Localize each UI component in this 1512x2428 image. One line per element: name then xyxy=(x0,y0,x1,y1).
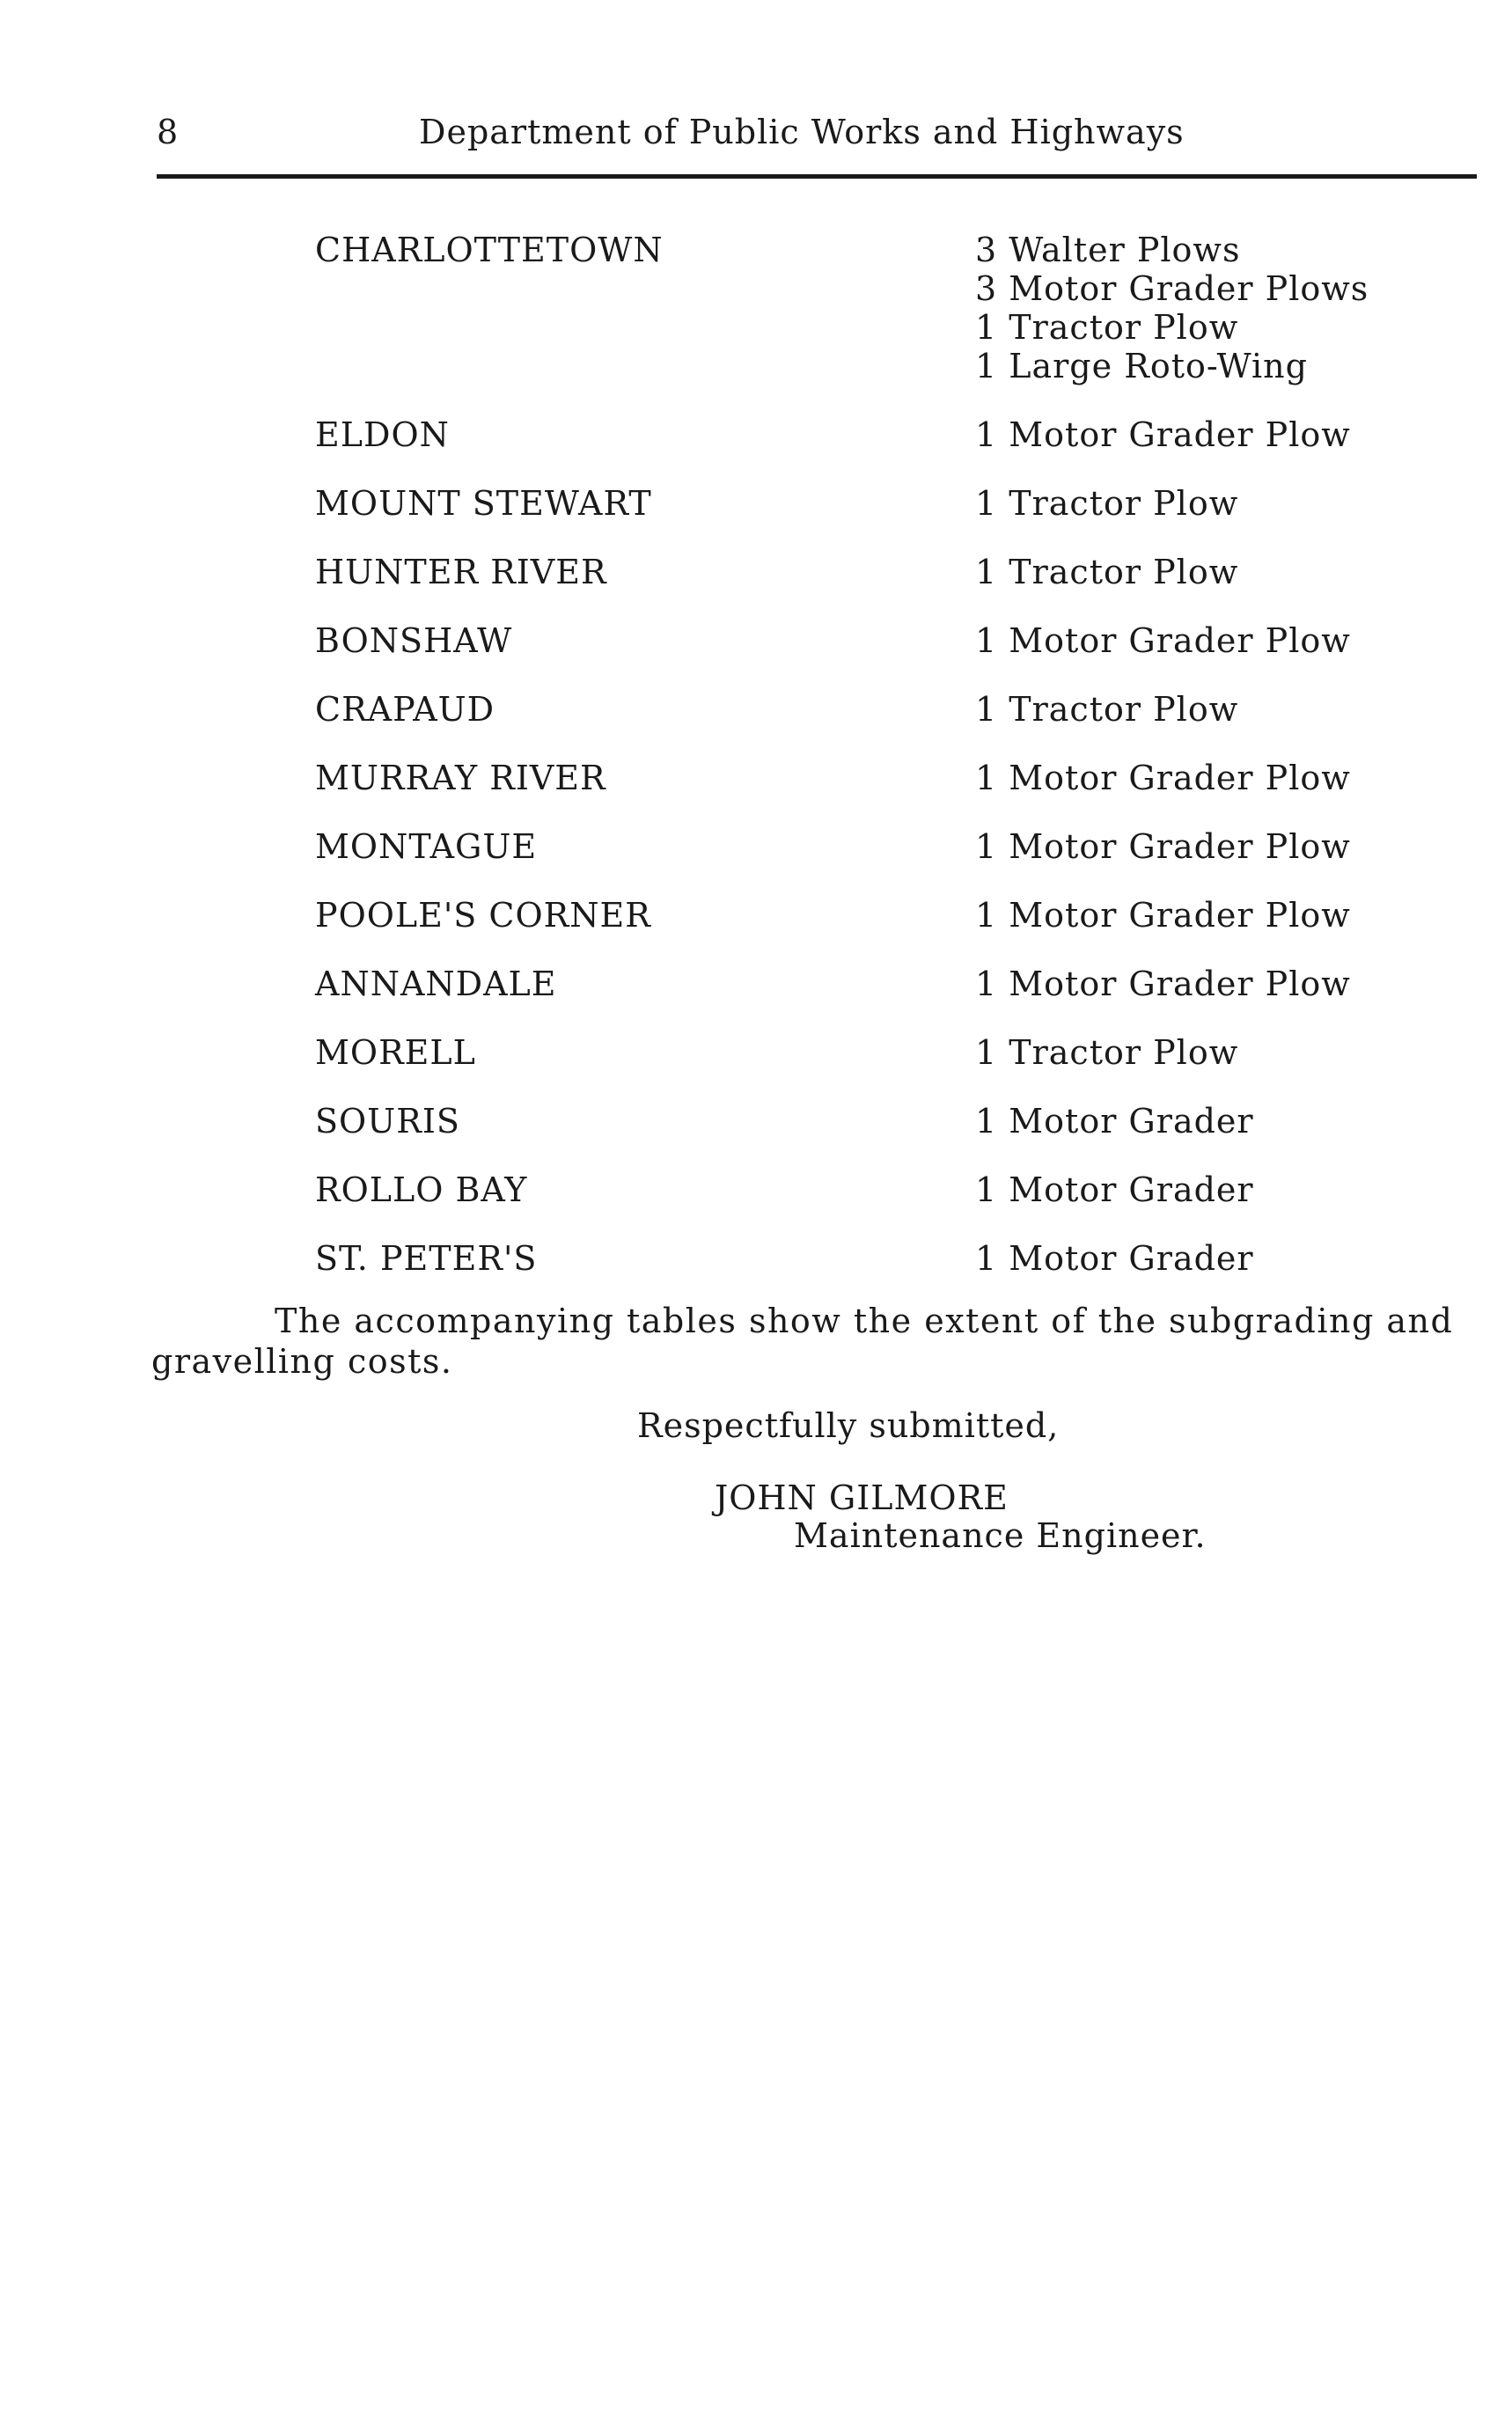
equipment-row xyxy=(315,621,1459,660)
equipment-items xyxy=(975,965,1351,1003)
equipment-item: 1 Tractor Plow xyxy=(975,1033,1239,1072)
closing-line: Respectfully submitted, xyxy=(637,1406,1060,1445)
equipment-items xyxy=(975,759,1351,797)
equipment-item: 3 Walter Plows xyxy=(975,231,1241,269)
equipment-row xyxy=(315,690,1459,729)
equipment-items xyxy=(975,690,1238,729)
location-name: MONTAGUE xyxy=(315,827,538,866)
equipment-item: 1 Large Roto-Wing xyxy=(975,347,1308,385)
location-name: MORELL xyxy=(315,1033,476,1072)
equipment-row xyxy=(315,827,1459,866)
equipment-item: 1 Tractor Plow xyxy=(975,308,1239,347)
equipment-row xyxy=(315,1033,1459,1072)
location-name: ANNANDALE xyxy=(315,965,557,1003)
equipment-items xyxy=(975,1170,1254,1209)
equipment-item: 1 Motor Grader Plow xyxy=(975,415,1351,454)
equipment-row xyxy=(315,759,1459,797)
equipment-row xyxy=(315,415,1459,454)
equipment-items xyxy=(975,1033,1238,1072)
equipment-item: 1 Motor Grader xyxy=(975,1239,1254,1278)
equipment-row xyxy=(315,1170,1459,1209)
equipment-row xyxy=(315,896,1459,935)
equipment-row xyxy=(315,1239,1459,1278)
location-name: MURRAY RIVER xyxy=(315,759,606,797)
equipment-item: 1 Motor Grader Plow xyxy=(975,896,1351,935)
location-name: MOUNT STEWART xyxy=(315,484,652,523)
equipment-row xyxy=(315,553,1459,591)
page-number: 8 xyxy=(157,113,180,151)
equipment-items xyxy=(975,415,1351,454)
location-name: CRAPAUD xyxy=(315,690,495,729)
location-name: POOLE'S CORNER xyxy=(315,896,651,935)
equipment-items xyxy=(975,827,1351,866)
running-title: Department of Public Works and Highways xyxy=(419,113,1185,151)
equipment-items xyxy=(975,1102,1254,1141)
location-name: HUNTER RIVER xyxy=(315,553,607,591)
equipment-items xyxy=(975,553,1238,591)
location-name: SOURIS xyxy=(315,1102,460,1141)
location-name: CHARLOTTETOWN xyxy=(315,231,664,269)
equipment-item: 1 Motor Grader Plow xyxy=(975,621,1351,660)
equipment-item: 1 Tractor Plow xyxy=(975,484,1239,523)
equipment-row xyxy=(315,965,1459,1003)
location-name: ELDON xyxy=(315,415,450,454)
equipment-items xyxy=(975,231,1369,385)
equipment-item: 1 Tractor Plow xyxy=(975,553,1239,591)
body-paragraph: The accompanying tables show the extent of the subgrading and gravelling costs. xyxy=(151,1302,1454,1381)
equipment-item: 1 Motor Grader xyxy=(975,1170,1254,1209)
equipment-item: 3 Motor Grader Plows xyxy=(975,269,1369,308)
location-name: BONSHAW xyxy=(315,621,513,660)
equipment-item: 1 Motor Grader Plow xyxy=(975,965,1351,1003)
equipment-list xyxy=(315,231,1459,1308)
equipment-item: 1 Motor Grader Plow xyxy=(975,827,1351,866)
signer-title: Maintenance Engineer. xyxy=(794,1516,1207,1555)
header-rule xyxy=(157,174,1477,179)
location-name: ST. PETER'S xyxy=(315,1239,538,1278)
equipment-item: 1 Motor Grader xyxy=(975,1102,1254,1141)
equipment-row xyxy=(315,1102,1459,1141)
equipment-item: 1 Tractor Plow xyxy=(975,690,1239,729)
equipment-items xyxy=(975,484,1238,523)
signer-name: JOHN GILMORE xyxy=(715,1478,1009,1517)
equipment-items xyxy=(975,1239,1254,1278)
equipment-items xyxy=(975,896,1351,935)
equipment-row xyxy=(315,231,1459,385)
equipment-row xyxy=(315,484,1459,523)
equipment-items xyxy=(975,621,1351,660)
equipment-item: 1 Motor Grader Plow xyxy=(975,759,1351,797)
location-name: ROLLO BAY xyxy=(315,1170,528,1209)
